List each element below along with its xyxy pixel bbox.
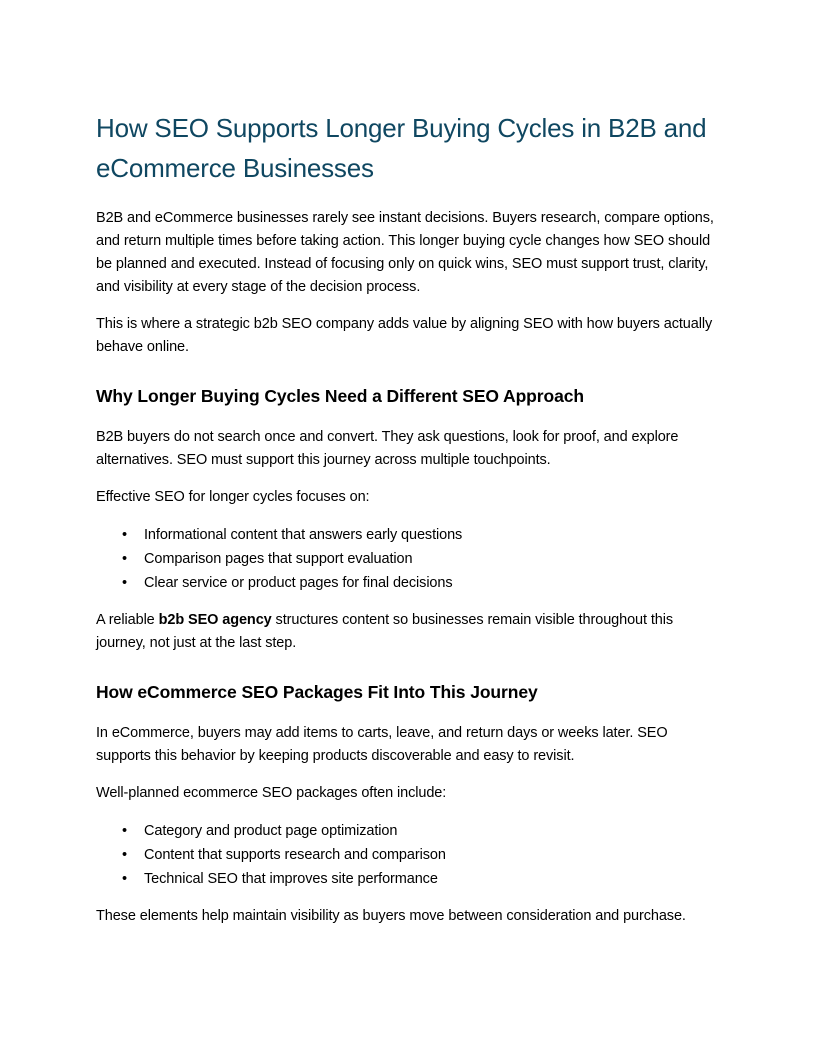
document-title: How SEO Supports Longer Buying Cycles in B2B and eCommerce Businesses	[96, 113, 707, 183]
bullet-item: • Technical SEO that improves site performance	[144, 867, 720, 891]
section-2-heading: How eCommerce SEO Packages Fit Into This Journey	[96, 682, 538, 702]
bullet-item: • Category and product page optimization	[144, 819, 720, 843]
section-1-paragraph-2: Effective SEO for longer cycles focuses on:	[96, 489, 370, 505]
section-2-paragraph-2: Well-planned ecommerce SEO packages often include:	[96, 785, 447, 801]
section-2-paragraph-1: In eCommerce, buyers may add items to carts, leave, and return days or weeks later. SEO supports this behavior by keeping products discoverable and easy to revisit.	[96, 725, 668, 764]
section-1-bullet-list	[96, 523, 720, 595]
closing-text-suffix: structures content so businesses remain visible throughout this journey, not just at the last step.	[96, 612, 674, 651]
bullet-item: • Clear service or product pages for final decisions	[144, 571, 720, 595]
bullet-item: • Content that supports research and comparison	[144, 843, 720, 867]
section-1-closing-paragraph	[96, 609, 720, 655]
closing-text-bold: b2b SEO agency	[158, 612, 272, 628]
bullet-item: • Comparison pages that support evaluation	[144, 547, 720, 571]
section-1-heading: Why Longer Buying Cycles Need a Different SEO Approach	[96, 386, 584, 406]
section-2-bullet-list	[96, 819, 720, 891]
section-1-paragraph-1: B2B buyers do not search once and convert. They ask questions, look for proof, and explore alternatives. SEO must support this journey across multiple touchpoints.	[96, 429, 679, 468]
bullet-item: • Informational content that answers early questions	[144, 523, 720, 547]
intro-paragraph-2: This is where a strategic b2b SEO company adds value by aligning SEO with how buyers actually behave online.	[96, 316, 713, 355]
section-2-closing-paragraph: These elements help maintain visibility as buyers move between consideration and purchase.	[96, 908, 686, 924]
closing-text-prefix: A reliable	[96, 612, 159, 628]
intro-paragraph-1: B2B and eCommerce businesses rarely see instant decisions. Buyers research, compare options, and return multiple times before taking action. This longer buying cycle changes how SEO should be planned and executed. Instead of focusing only on quick wins, SEO must support trust, clarity, and visibility at every stage of the decision process.	[96, 210, 714, 295]
